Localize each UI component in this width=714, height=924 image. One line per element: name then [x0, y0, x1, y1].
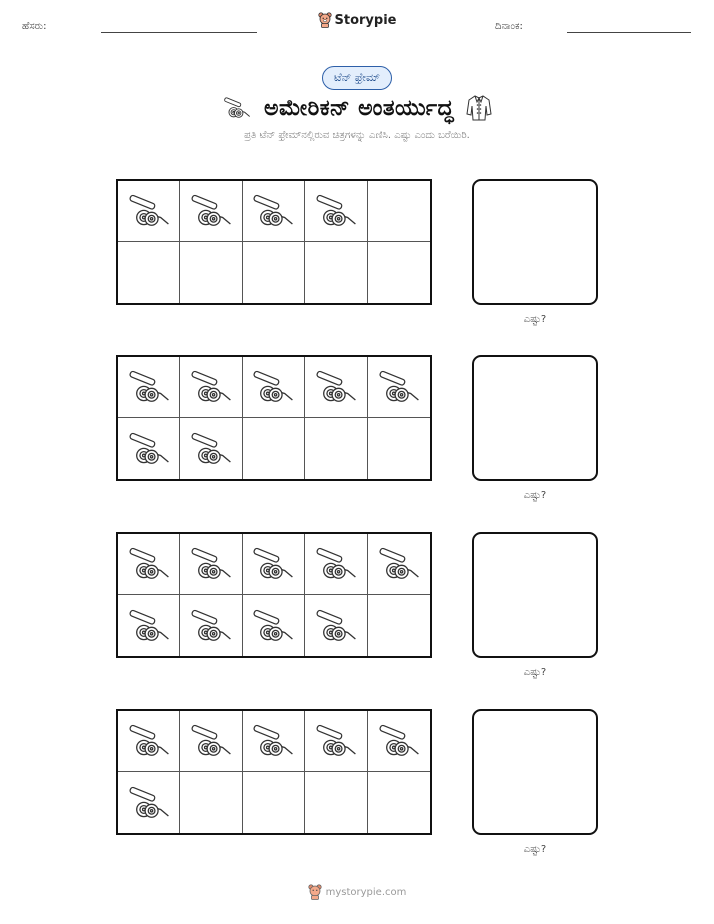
cannon-icon: [377, 547, 421, 581]
answer-box[interactable]: [472, 532, 598, 658]
cannon-icon: [189, 194, 233, 228]
ten-frame-cell-empty: [368, 595, 430, 656]
instruction-text: ಪ್ರತಿ ಟೆನ್ ಫ್ರೇಮ್‌ನಲ್ಲಿರುವ ಚಿತ್ರಗಳನ್ನು ಎಣಿಸಿ. ಎಷ್ಟು ಎಂದು ಬರೆಯಿರಿ.: [244, 130, 470, 141]
storypie-logo: [0, 12, 714, 28]
cannon-icon: [314, 194, 358, 228]
cannon-icon: [127, 724, 171, 758]
ten-frame-cell-filled: [180, 711, 242, 772]
cannon-icon: [251, 194, 295, 228]
ten-frame-cell-filled: [305, 595, 367, 656]
how-many-label: ಎಷ್ಟು?: [523, 844, 547, 855]
answer-box[interactable]: [472, 355, 598, 481]
cannon-icon: [127, 609, 171, 643]
ten-frame-badge: ಟೆನ್ ಫ್ರೇಮ್: [322, 66, 392, 90]
ten-frame-cell-empty: [368, 181, 430, 242]
cannon-icon: [127, 547, 171, 581]
date-line[interactable]: [567, 32, 691, 33]
ten-frame-cell-filled: [118, 418, 180, 479]
ten-frame-cell-filled: [305, 181, 367, 242]
badge-wrapper: [0, 66, 714, 90]
ten-frame: [116, 709, 432, 835]
ten-frame-cell-filled: [118, 357, 180, 418]
cannon-icon: [314, 370, 358, 404]
ten-frame-cell-empty: [368, 772, 430, 833]
ten-frame-cell-empty: [118, 242, 180, 303]
ten-frame-cell-filled: [243, 357, 305, 418]
ten-frame-cell-filled: [180, 357, 242, 418]
name-label: ಹೆಸರು:: [22, 21, 47, 32]
cannon-icon: [251, 609, 295, 643]
ten-frame-cell-filled: [305, 357, 367, 418]
ten-frame-cell-filled: [180, 534, 242, 595]
ten-frame-cell-empty: [243, 772, 305, 833]
ten-frame-cell-filled: [368, 711, 430, 772]
ten-frame-cell-empty: [180, 772, 242, 833]
footer: [0, 884, 714, 900]
ten-frame: [116, 532, 432, 658]
ten-frame-cell-filled: [180, 595, 242, 656]
ten-frame-cell-empty: [180, 242, 242, 303]
ten-frame-cell-empty: [305, 418, 367, 479]
cannon-icon: [189, 432, 233, 466]
ten-frame-cell-filled: [305, 711, 367, 772]
ten-frame-cell-filled: [243, 711, 305, 772]
ten-frame: [116, 355, 432, 481]
ten-frame-cell-filled: [118, 595, 180, 656]
ten-frame-cell-filled: [243, 595, 305, 656]
ten-frame-cell-filled: [118, 772, 180, 833]
ten-frame-cell-empty: [243, 418, 305, 479]
cannon-icon: [377, 724, 421, 758]
ten-frame-cell-filled: [118, 181, 180, 242]
how-many-label: ಎಷ್ಟು?: [523, 667, 547, 678]
cannon-icon: [251, 724, 295, 758]
ten-frame-cell-filled: [368, 357, 430, 418]
cannon-icon: [222, 97, 252, 119]
ten-frame-cell-filled: [243, 181, 305, 242]
cannon-icon: [189, 724, 233, 758]
cannon-icon: [189, 370, 233, 404]
footer-site: mystorypie.com: [325, 886, 407, 898]
ten-frame-cell-filled: [118, 534, 180, 595]
ten-frame-cell-filled: [368, 534, 430, 595]
title-row: [0, 91, 714, 125]
bear-logo-icon: [308, 884, 322, 900]
ten-frame-cell-filled: [180, 418, 242, 479]
ten-frame-cell-empty: [243, 242, 305, 303]
cannon-icon: [127, 432, 171, 466]
cannon-icon: [314, 547, 358, 581]
worksheet-title: ಅಮೇರಿಕನ್ ಅಂತರ್ಯುದ್ಧ: [263, 95, 455, 121]
cannon-icon: [127, 786, 171, 820]
ten-frame-cell-filled: [118, 711, 180, 772]
ten-frame: [116, 179, 432, 305]
answer-box[interactable]: [472, 179, 598, 305]
cannon-icon: [189, 547, 233, 581]
ten-frame-cell-filled: [243, 534, 305, 595]
cannon-icon: [314, 724, 358, 758]
cannon-icon: [127, 194, 171, 228]
ten-frame-cell-empty: [368, 242, 430, 303]
cannon-icon: [314, 609, 358, 643]
ten-frame-cell-empty: [305, 772, 367, 833]
bear-logo-icon: [318, 12, 332, 28]
cannon-icon: [127, 370, 171, 404]
ten-frame-cell-empty: [305, 242, 367, 303]
cannon-icon: [251, 370, 295, 404]
how-many-label: ಎಷ್ಟು?: [523, 314, 547, 325]
name-line[interactable]: [101, 32, 257, 33]
answer-box[interactable]: [472, 709, 598, 835]
ten-frame-cell-filled: [180, 181, 242, 242]
ten-frame-cell-filled: [305, 534, 367, 595]
cannon-icon: [189, 609, 233, 643]
how-many-label: ಎಷ್ಟು?: [523, 490, 547, 501]
uniform-coat-icon: [466, 94, 492, 122]
cannon-icon: [377, 370, 421, 404]
logo-text: Storypie: [334, 12, 397, 28]
date-label: ದಿನಾಂಕ:: [495, 21, 523, 32]
cannon-icon: [251, 547, 295, 581]
ten-frame-cell-empty: [368, 418, 430, 479]
